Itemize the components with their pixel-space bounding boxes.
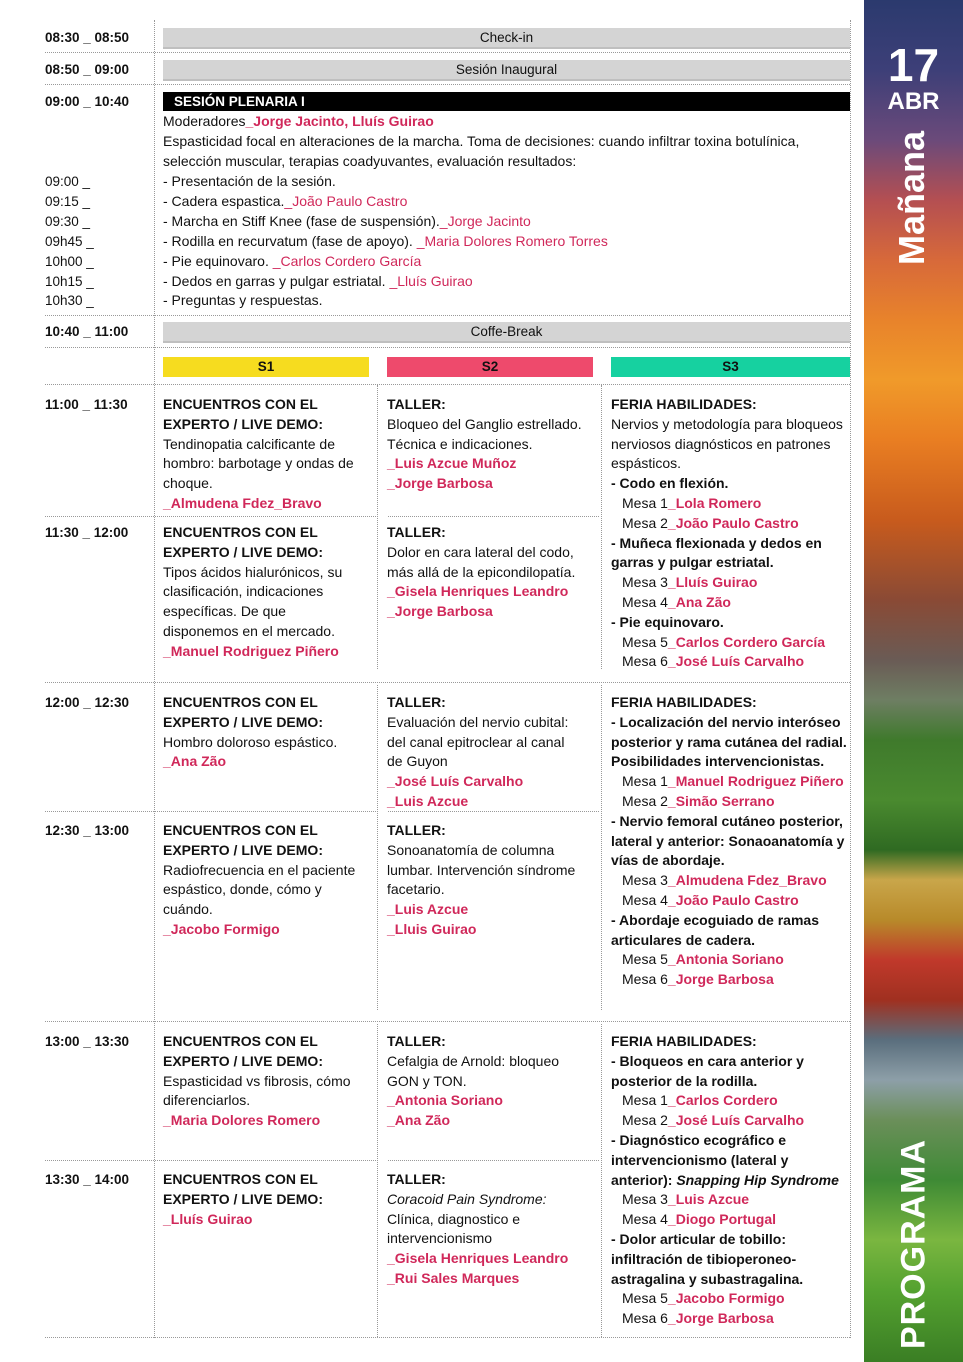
- session-text: - Marcha en Stiff Knee (fase de suspensión).: [163, 213, 440, 229]
- session-text: - Codo en flexión.: [611, 475, 729, 492]
- speaker-name: _Luis Azcue: [667, 1191, 750, 1208]
- plenary-item-time: 09:00 _: [45, 174, 91, 189]
- s1-session: [163, 1032, 351, 1131]
- s2-session: [387, 693, 568, 812]
- s2-session: [387, 523, 575, 622]
- speaker-name: _Ana Zão: [387, 1112, 451, 1129]
- session-text: Mesa 1: [622, 494, 668, 511]
- session-text: [611, 1309, 839, 1329]
- session-text: lateral y anterior: Sonaoanatomía y: [611, 832, 845, 849]
- s1-session: [163, 395, 354, 514]
- session-text: [611, 652, 843, 672]
- sidebar-section: PROGRAMA: [894, 1138, 933, 1350]
- session-text: - Pie equinovaro.: [611, 613, 724, 630]
- session-text: posterior y rama cutánea del radial.: [611, 733, 847, 750]
- session-text: FERIA HABILIDADES:: [611, 396, 757, 412]
- row-divider: [45, 1337, 850, 1338]
- plenary-item: [163, 232, 608, 252]
- session-text: Mesa 3: [622, 872, 668, 889]
- inaugural-bar: Sesión Inaugural: [163, 60, 850, 81]
- speaker-name: _Lluís Guirao: [163, 1210, 253, 1227]
- session-text: choque.: [163, 475, 213, 492]
- session-text: [611, 1091, 839, 1111]
- session-text: del canal epitroclear al canal: [387, 733, 565, 750]
- moderators-label: Moderadores: [163, 113, 246, 129]
- session-text: Mesa 6: [622, 1310, 668, 1327]
- session-text: Dolor en cara lateral del codo,: [387, 543, 574, 560]
- header-s1: S1: [163, 357, 369, 377]
- session-text: Bloqueo del Ganglio estrellado.: [387, 415, 582, 432]
- half-divider: [388, 516, 599, 517]
- speaker-name: _Almudena Fdez_Bravo: [667, 872, 827, 889]
- session-text: Evaluación del nervio cubital:: [387, 713, 569, 730]
- speaker-name: _Luis Azcue Muñoz: [387, 455, 517, 472]
- session-text: nerviosos diagnósticos en patrones: [611, 435, 831, 452]
- session-text: Espasticidad vs fibrosis, cómo: [163, 1072, 351, 1089]
- speaker-name: _Diogo Portugal: [667, 1211, 777, 1228]
- plenary-desc-1: Espasticidad focal en alteraciones de la marcha. Toma de decisiones: cuando infiltrar toxina botulínica,: [163, 133, 800, 149]
- session-text: Tipos ácidos hialurónicos, su: [163, 563, 343, 580]
- session-text: Mesa 4: [622, 593, 668, 610]
- session-text: [611, 891, 847, 911]
- session-text: Mesa 3: [622, 574, 668, 591]
- session-text: [611, 772, 847, 792]
- slot-time: 11:00 _ 11:30: [45, 397, 128, 412]
- speaker-name: _Maria Dolores Romero Torres: [416, 233, 608, 249]
- session-text: [611, 871, 847, 891]
- s1-session: [163, 1170, 323, 1229]
- row-divider: [45, 347, 850, 348]
- session-text: facetario.: [387, 881, 445, 898]
- speaker-name: _Jorge Barbosa: [667, 971, 774, 988]
- session-text: - Cadera espastica.: [163, 193, 285, 209]
- half-divider: [388, 1160, 599, 1161]
- session-text: [611, 792, 847, 812]
- speaker-name: _José Luís Carvalho: [387, 773, 524, 790]
- speaker-name: _Lluís Guirao: [389, 273, 473, 289]
- speaker-name: _Antonia Soriano: [667, 951, 784, 968]
- session-text: Mesa 5: [622, 1290, 668, 1307]
- column-divider: [154, 20, 155, 1338]
- session-text: ENCUENTROS CON EL: [163, 694, 318, 710]
- plenary-item: [163, 291, 323, 311]
- session-text: intervencionismo (lateral y: [611, 1151, 789, 1168]
- s3-block: [611, 693, 847, 990]
- slot-time: 13:00 _ 13:30: [45, 1034, 130, 1049]
- plenary-item-time: 09:15 _: [45, 194, 91, 209]
- session-text: de Guyon: [387, 753, 448, 770]
- session-text: - Pie equinovaro.: [163, 253, 273, 269]
- session-text: infiltración de tibioperoneo-: [611, 1250, 797, 1267]
- speaker-name: _Manuel Rodriguez Piñero: [163, 642, 339, 659]
- session-text: Mesa 1: [622, 773, 668, 790]
- speaker-name: _João Paulo Castro: [667, 514, 799, 531]
- session-text: TALLER:: [387, 1033, 446, 1049]
- session-text: [611, 494, 843, 514]
- session-text: Sonoanatomía de columna: [387, 841, 555, 858]
- session-text: TALLER:: [387, 1171, 446, 1187]
- session-text: [611, 1190, 839, 1210]
- speaker-name: _Carlos Cordero: [667, 1092, 778, 1109]
- speaker-name: _Jorge Barbosa: [387, 475, 493, 492]
- session-text: hombro: barbotage y ondas de: [163, 455, 354, 472]
- plenary-item-time: 10h15 _: [45, 274, 94, 289]
- speaker-name: _Lluís Guirao: [667, 574, 758, 591]
- session-text: posterior de la rodilla.: [611, 1072, 758, 1089]
- column-divider: [377, 1024, 378, 1337]
- session-text: Tendinopatia calcificante de: [163, 435, 336, 452]
- session-text: Mesa 1: [622, 1092, 668, 1109]
- session-text: TALLER:: [387, 524, 446, 540]
- speaker-name: _Gisela Henriques Leandro: [387, 583, 569, 600]
- session-text: Mesa 4: [622, 1211, 668, 1228]
- session-text: - Bloqueos en cara anterior y: [611, 1052, 804, 1069]
- speaker-name: _Antonia Soriano: [387, 1092, 503, 1109]
- session-text: FERIA HABILIDADES:: [611, 694, 757, 710]
- plenary-item: [163, 192, 407, 212]
- session-text: [611, 1111, 839, 1131]
- inaugural-time: 08:50 _ 09:00: [45, 62, 130, 77]
- session-text: EXPERTO / LIVE DEMO:: [163, 841, 323, 858]
- column-divider: [377, 385, 378, 669]
- session-text: [611, 593, 843, 613]
- session-text: - Preguntas y respuestas.: [163, 292, 323, 308]
- column-divider: [850, 20, 851, 1338]
- s3-block: [611, 395, 843, 672]
- speaker-name: _José Luís Carvalho: [667, 653, 805, 670]
- session-text: ENCUENTROS CON EL: [163, 822, 318, 838]
- session-text: TALLER:: [387, 396, 446, 412]
- speaker-name: _Luis Azcue: [387, 792, 469, 809]
- session-text: - Diagnóstico ecográfico e: [611, 1131, 787, 1148]
- speaker-name: _Simão Serrano: [667, 792, 775, 809]
- speaker-name: _Ana Zão: [667, 593, 731, 610]
- speaker-name: _Jacobo Formigo: [163, 920, 280, 937]
- session-text: - Nervio femoral cutáneo posterior,: [611, 812, 843, 829]
- sidebar-month: ABR: [887, 88, 940, 115]
- s2-session: [387, 821, 575, 940]
- plenary-item-time: 10h00 _: [45, 254, 94, 269]
- session-text: - Dedos en garras y pulgar estriatal.: [163, 273, 390, 289]
- speaker-name: _João Paulo Castro: [284, 193, 408, 209]
- session-text: [611, 1210, 839, 1230]
- speaker-name: _Luis Azcue: [387, 901, 469, 918]
- speaker-name: _Lluis Guirao: [387, 920, 477, 937]
- plenary-item: [163, 172, 336, 192]
- header-s3: S3: [611, 357, 850, 377]
- speaker-name: _Jacobo Formigo: [667, 1290, 785, 1307]
- session-text: Mesa 5: [622, 951, 668, 968]
- plenary-item: [163, 212, 531, 232]
- session-text: Mesa 6: [622, 653, 668, 670]
- session-text: EXPERTO / LIVE DEMO:: [163, 1190, 323, 1207]
- session-text: - Presentación de la sesión.: [163, 173, 336, 189]
- sidebar-day: 17: [887, 39, 940, 91]
- column-divider: [601, 685, 602, 1010]
- session-text: Hombro doloroso espástico.: [163, 733, 338, 750]
- session-text: Snapping Hip Syndrome: [676, 1171, 839, 1188]
- session-text: [611, 633, 843, 653]
- session-text: espástico, donde, cómo y: [163, 881, 322, 898]
- session-text: ENCUENTROS CON EL: [163, 524, 318, 540]
- speaker-name: _Jorge Jacinto: [439, 213, 531, 229]
- speaker-name: _Jorge Barbosa: [667, 1310, 774, 1327]
- session-text: [611, 514, 843, 534]
- session-text: [611, 1171, 839, 1191]
- column-divider: [601, 1024, 602, 1337]
- plenary-item-time: 10h30 _: [45, 293, 94, 308]
- row-divider: [45, 682, 850, 683]
- session-text: Clínica, diagnostico e: [387, 1210, 521, 1227]
- session-text: - Abordaje ecoguiado de ramas: [611, 911, 819, 928]
- session-text: EXPERTO / LIVE DEMO:: [163, 543, 323, 560]
- column-divider: [377, 685, 378, 1010]
- column-divider: [601, 385, 602, 669]
- plenary-moderators: [163, 112, 434, 132]
- slot-time: 11:30 _ 12:00: [45, 525, 129, 540]
- session-text: Técnica e indicaciones.: [387, 435, 533, 452]
- session-text: Posibilidades intervencionistas.: [611, 753, 825, 770]
- session-text: articulares de cadera.: [611, 931, 755, 948]
- session-text: Mesa 2: [622, 1112, 668, 1129]
- speaker-name: _João Paulo Castro: [667, 891, 799, 908]
- speaker-name: _Ana Zão: [163, 753, 227, 770]
- session-text: Mesa 3: [622, 1191, 668, 1208]
- half-divider: [45, 811, 376, 812]
- session-text: Mesa 4: [622, 891, 668, 908]
- session-text: intervencionismo: [387, 1230, 493, 1247]
- plenary-item-time: 09h45 _: [45, 234, 94, 249]
- session-text: EXPERTO / LIVE DEMO:: [163, 713, 323, 730]
- session-text: - Localización del nervio interóseo: [611, 713, 841, 730]
- session-text: FERIA HABILIDADES:: [611, 1033, 757, 1049]
- session-text: más allá de la epicondilopatía.: [387, 563, 576, 580]
- speaker-name: _Rui Sales Marques: [387, 1269, 520, 1286]
- session-text: Mesa 2: [622, 514, 668, 531]
- session-text: TALLER:: [387, 694, 446, 710]
- slot-time: 12:00 _ 12:30: [45, 695, 130, 710]
- session-text: cuándo.: [163, 901, 213, 918]
- session-text: específicas. De que: [163, 603, 286, 620]
- coffee-time: 10:40 _ 11:00: [45, 324, 129, 339]
- slot-time: 13:30 _ 14:00: [45, 1172, 130, 1187]
- sidebar-part: Mañana: [891, 130, 932, 266]
- session-text: Nervios y metodología para bloqueos: [611, 415, 843, 432]
- session-text: TALLER:: [387, 822, 446, 838]
- session-text: - Dolor articular de tobillo:: [611, 1230, 787, 1247]
- session-text: espásticos.: [611, 455, 682, 472]
- coffee-bar: Coffe-Break: [163, 322, 850, 343]
- checkin-bar: Check-in: [163, 28, 850, 49]
- session-text: [611, 950, 847, 970]
- speaker-name: _Carlos Cordero García: [667, 633, 826, 650]
- s1-session: [163, 821, 355, 940]
- plenary-title-bar: SESIÓN PLENARIA I: [163, 92, 850, 111]
- session-text: disponemos en el mercado.: [163, 622, 335, 639]
- session-text: - Muñeca flexionada y dedos en: [611, 534, 822, 551]
- session-text: lumbar. Intervención síndrome: [387, 861, 576, 878]
- session-text: [611, 970, 847, 990]
- plenary-item: [163, 252, 421, 272]
- session-text: diferenciarlos.: [163, 1092, 251, 1109]
- session-text: Radiofrecuencia en el paciente: [163, 861, 356, 878]
- speaker-name: _José Luís Carvalho: [667, 1112, 805, 1129]
- session-text: garras y pulgar estriatal.: [611, 554, 774, 571]
- plenary-time: 09:00 _ 10:40: [45, 94, 130, 109]
- session-text: [611, 573, 843, 593]
- session-text: Mesa 5: [622, 633, 668, 650]
- row-divider: [45, 315, 850, 316]
- session-text: vías de abordaje.: [611, 852, 725, 869]
- checkin-time: 08:30 _ 08:50: [45, 30, 130, 45]
- session-text: Coracoid Pain Syndrome:: [387, 1190, 547, 1207]
- moderators-names: _Jorge Jacinto, Lluís Guirao: [245, 113, 434, 129]
- session-text: Mesa 6: [622, 971, 668, 988]
- session-text: - Rodilla en recurvatum (fase de apoyo).: [163, 233, 417, 249]
- session-text: Mesa 2: [622, 792, 668, 809]
- session-text: EXPERTO / LIVE DEMO:: [163, 415, 323, 432]
- session-text: clasificación, indicaciones: [163, 583, 324, 600]
- session-text: ENCUENTROS CON EL: [163, 1171, 318, 1187]
- speaker-name: _Carlos Cordero García: [272, 253, 422, 269]
- row-divider: [45, 52, 850, 53]
- s1-session: [163, 523, 342, 662]
- session-text: EXPERTO / LIVE DEMO:: [163, 1052, 323, 1069]
- row-divider: [45, 84, 850, 85]
- header-s2: S2: [387, 357, 593, 377]
- s2-session: [387, 1170, 568, 1289]
- session-text: anterior):: [611, 1171, 677, 1188]
- plenary-item: [163, 272, 473, 292]
- speaker-name: _Gisela Henriques Leandro: [387, 1250, 569, 1267]
- speaker-name: _Jorge Barbosa: [387, 603, 493, 620]
- session-text: astragalina y subastragalina.: [611, 1270, 804, 1287]
- session-text: Cefalgia de Arnold: bloqueo: [387, 1052, 560, 1069]
- session-text: GON y TON.: [387, 1072, 467, 1089]
- plenary-desc-2: selección muscular, terapias coadyuvantes, evaluación resultados:: [163, 153, 577, 169]
- s1-session: [163, 693, 337, 772]
- s3-block: [611, 1032, 839, 1329]
- half-divider: [45, 1160, 376, 1161]
- slot-time: 12:30 _ 13:00: [45, 823, 130, 838]
- speaker-name: _Manuel Rodriguez Piñero: [667, 773, 844, 790]
- speaker-name: _Maria Dolores Romero: [163, 1112, 321, 1129]
- session-text: [611, 1289, 839, 1309]
- s2-session: [387, 1032, 559, 1131]
- s2-session: [387, 395, 582, 494]
- speaker-name: _Almudena Fdez_Bravo: [163, 494, 322, 511]
- half-divider: [45, 516, 376, 517]
- row-divider: [45, 384, 850, 385]
- session-text: ENCUENTROS CON EL: [163, 1033, 318, 1049]
- speaker-name: _Lola Romero: [667, 494, 762, 511]
- session-text: ENCUENTROS CON EL: [163, 396, 318, 412]
- row-divider: [45, 1021, 850, 1022]
- plenary-item-time: 09:30 _: [45, 214, 91, 229]
